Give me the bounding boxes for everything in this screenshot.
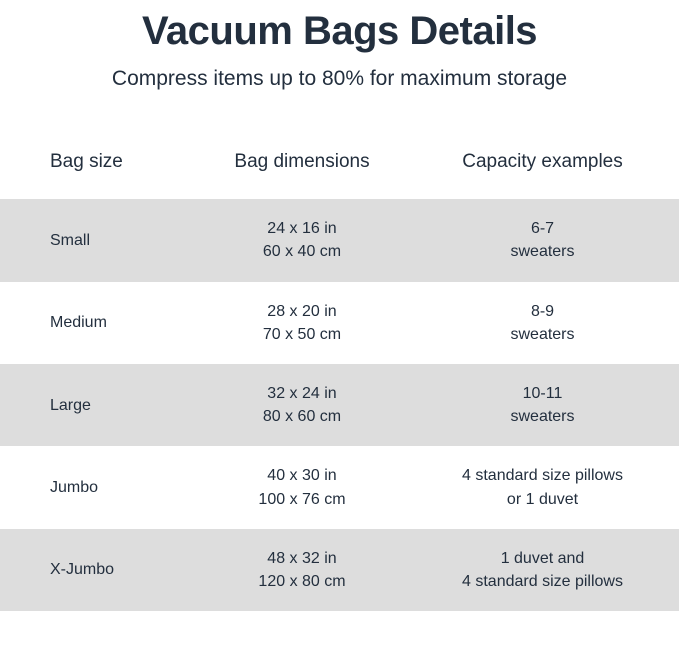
dimensions-inches: 32 x 24 in (267, 384, 337, 402)
capacity-line-1: 10-11 (522, 384, 563, 402)
cell-capacity (414, 282, 679, 364)
capacity-line-2: sweaters (510, 325, 575, 343)
page-title: Vacuum Bags Details (141, 9, 538, 53)
product-detail-sheet (0, 8, 679, 647)
capacity-line-1: 6-7 (530, 220, 555, 238)
page-subtitle: Compress items up to 80% for maximum storage (111, 67, 568, 90)
table-header-row (0, 137, 679, 199)
cell-bag-size: Medium (50, 314, 107, 332)
dimensions-centimeters: 120 x 80 cm (258, 572, 346, 590)
dimensions-centimeters: 70 x 50 cm (262, 325, 342, 343)
column-header-capacity-examples: Capacity examples (462, 151, 623, 173)
dimensions-inches: 48 x 32 in (267, 549, 337, 567)
column-header-bag-dimensions: Bag dimensions (234, 151, 370, 173)
table-row (0, 364, 679, 446)
dimensions-centimeters: 100 x 76 cm (258, 490, 346, 508)
table-header (0, 137, 679, 199)
column-header-bag-size: Bag size (50, 151, 123, 173)
capacity-line-2: or 1 duvet (506, 490, 579, 508)
cell-bag-dimensions (190, 529, 414, 611)
table-row (0, 529, 679, 611)
dimensions-centimeters: 80 x 60 cm (262, 408, 342, 426)
cell-bag-dimensions (190, 199, 414, 281)
capacity-line-1: 8-9 (530, 302, 555, 320)
capacity-line-2: sweaters (510, 408, 575, 426)
cell-bag-size: Small (0, 199, 190, 281)
capacity-line-1: 1 duvet and (500, 549, 585, 567)
dimensions-centimeters: 60 x 40 cm (262, 243, 342, 261)
table-row (0, 282, 679, 364)
vacuum-bags-spec-table (0, 137, 679, 611)
cell-bag-size: X-Jumbo (0, 529, 190, 611)
cell-bag-dimensions (190, 446, 414, 528)
cell-capacity (414, 446, 679, 528)
table-row (0, 446, 679, 528)
table-row (0, 199, 679, 281)
cell-bag-dimensions (190, 364, 414, 446)
dimensions-inches: 40 x 30 in (267, 467, 337, 485)
cell-capacity (414, 364, 679, 446)
capacity-line-2: 4 standard size pillows (462, 572, 623, 590)
dimensions-inches: 28 x 20 in (267, 302, 337, 320)
cell-capacity (414, 199, 679, 281)
capacity-line-1: 4 standard size pillows (462, 467, 623, 485)
dimensions-inches: 24 x 16 in (267, 220, 337, 238)
cell-bag-dimensions (190, 282, 414, 364)
capacity-line-2: sweaters (510, 243, 575, 261)
cell-bag-size: Large (0, 364, 190, 446)
table-body (0, 199, 679, 611)
cell-bag-size: Jumbo (50, 478, 99, 496)
cell-capacity (414, 529, 679, 611)
